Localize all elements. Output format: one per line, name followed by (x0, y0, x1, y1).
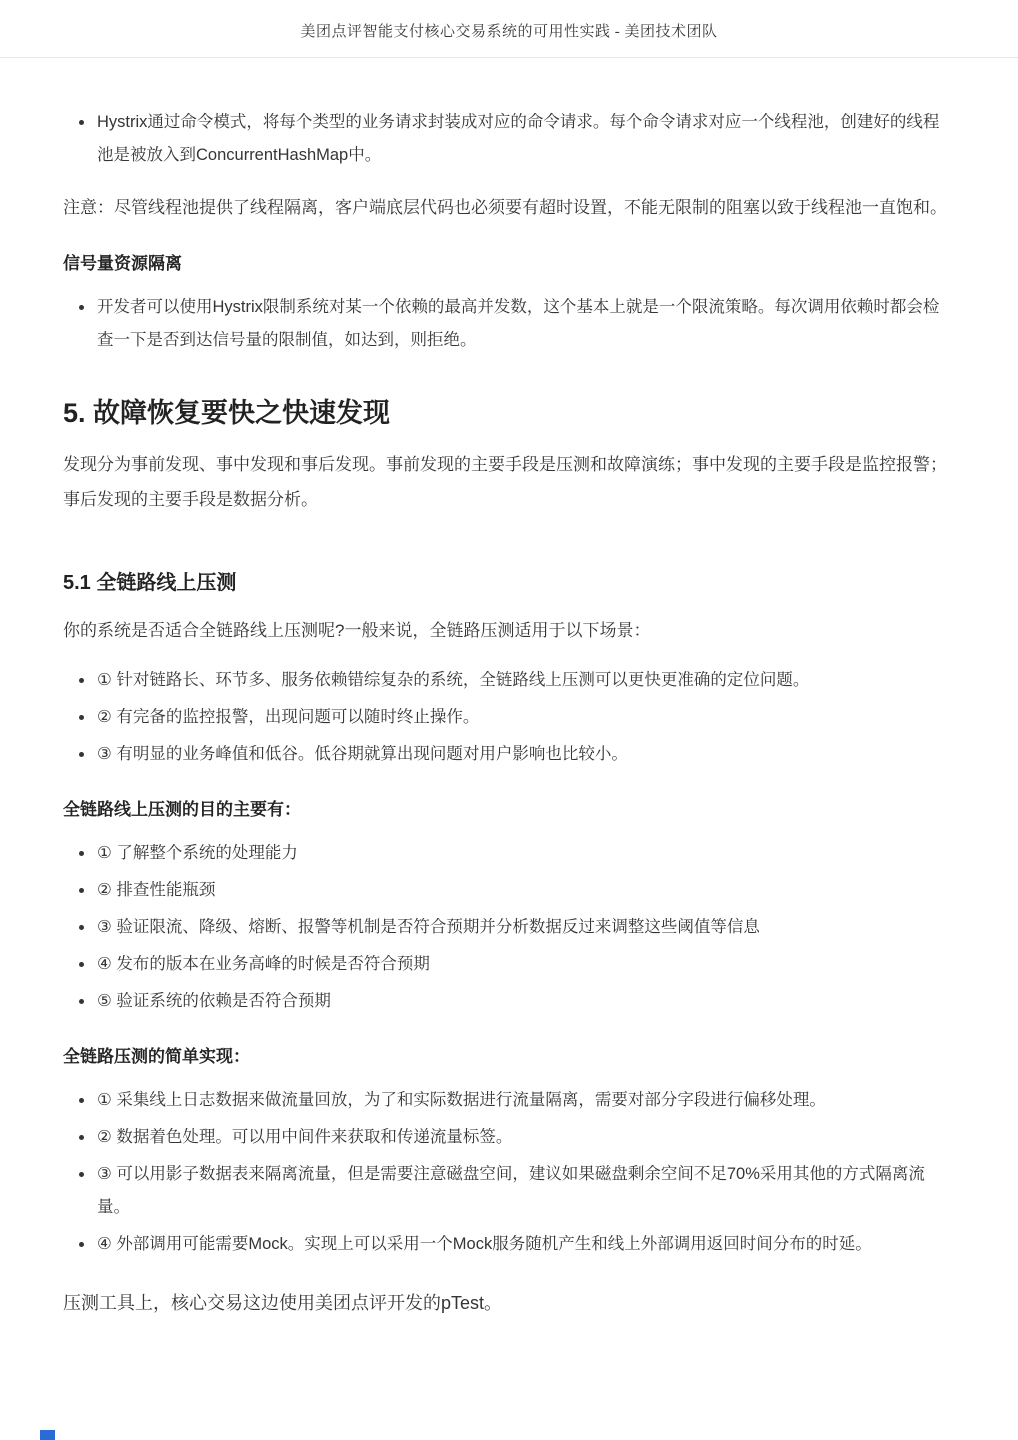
closing-paragraph: 压测工具上，核心交易这边使用美团点评开发的pTest。 (63, 1293, 503, 1313)
page-header (0, 0, 1018, 57)
list-item: • ③ 有明显的业务峰值和低谷。低谷期就算出现问题对用户影响也比较小。 (95, 738, 955, 771)
list-item: • Hystrix通过命令模式，将每个类型的业务请求封装成对应的命令请求。每个命令请求对应一个线程池，创建好的线程池是被放入到ConcurrentHashMap中。 (95, 106, 955, 172)
article-content (63, 58, 955, 1321)
hystrix-bullet-list (63, 106, 955, 172)
list-item: • ① 针对链路长、环节多、服务依赖错综复杂的系统，全链路线上压测可以更快更准确的定位问题。 (95, 664, 955, 697)
purpose-heading: 全链路线上压测的目的主要有： (63, 800, 301, 819)
list-item: • ⑤ 验证系统的依赖是否符合预期 (95, 985, 955, 1018)
semaphore-bullet-list (63, 291, 955, 357)
list-item: • ① 采集线上日志数据来做流量回放，为了和实际数据进行流量隔离，需要对部分字段进行偏移处理。 (95, 1084, 955, 1117)
list-item: • ④ 外部调用可能需要Mock。实现上可以采用一个Mock服务随机产生和线上外部调用返回时间分布的时延。 (95, 1228, 955, 1261)
stress-intro-paragraph: 你的系统是否适合全链路线上压测呢?一般来说，全链路压测适用于以下场景： (63, 621, 651, 640)
section-5-heading: 5. 故障恢复要快之快速发现 (63, 398, 391, 428)
purpose-bullet-list (63, 837, 955, 1018)
section-5-1-heading: 5.1 全链路线上压测 (63, 572, 237, 594)
list-item: • 开发者可以使用Hystrix限制系统对某一个依赖的最高并发数，这个基本上就是一个限流策略。每次调用依赖时都会检查一下是否到达信号量的限制值，如达到，则拒绝。 (95, 291, 955, 357)
implementation-bullet-list (63, 1084, 955, 1261)
list-item: • ② 排查性能瓶颈 (95, 874, 955, 907)
list-item: • ② 有完备的监控报警，出现问题可以随时终止操作。 (95, 701, 955, 734)
implementation-heading: 全链路压测的简单实现： (63, 1047, 250, 1066)
recovery-intro-paragraph: 发现分为事前发现、事中发现和事后发现。事前发现的主要手段是压测和故障演练；事中发现的主要手段是监控报警；事后发现的主要手段是数据分析。 (63, 455, 947, 509)
document-title: 美团点评智能支付核心交易系统的可用性实践 - 美团技术团队 (300, 24, 718, 40)
list-item: • ④ 发布的版本在业务高峰的时候是否符合预期 (95, 948, 955, 981)
list-item: • ① 了解整个系统的处理能力 (95, 837, 955, 870)
list-item: • ③ 验证限流、降级、熔断、报警等机制是否符合预期并分析数据反过来调整这些阈值等信息 (95, 911, 955, 944)
scenario-bullet-list (63, 664, 955, 771)
bottom-left-blue-fragment (40, 1430, 55, 1440)
semaphore-heading: 信号量资源隔离 (63, 254, 182, 273)
list-item: • ③ 可以用影子数据表来隔离流量，但是需要注意磁盘空间，建议如果磁盘剩余空间不足70%采用其他的方式隔离流量。 (95, 1158, 955, 1224)
list-item: • ② 数据着色处理。可以用中间件来获取和传递流量标签。 (95, 1121, 955, 1154)
note-paragraph: 注意：尽管线程池提供了线程隔离，客户端底层代码也必须要有超时设置，不能无限制的阻塞以致于线程池一直饱和。 (63, 198, 947, 217)
